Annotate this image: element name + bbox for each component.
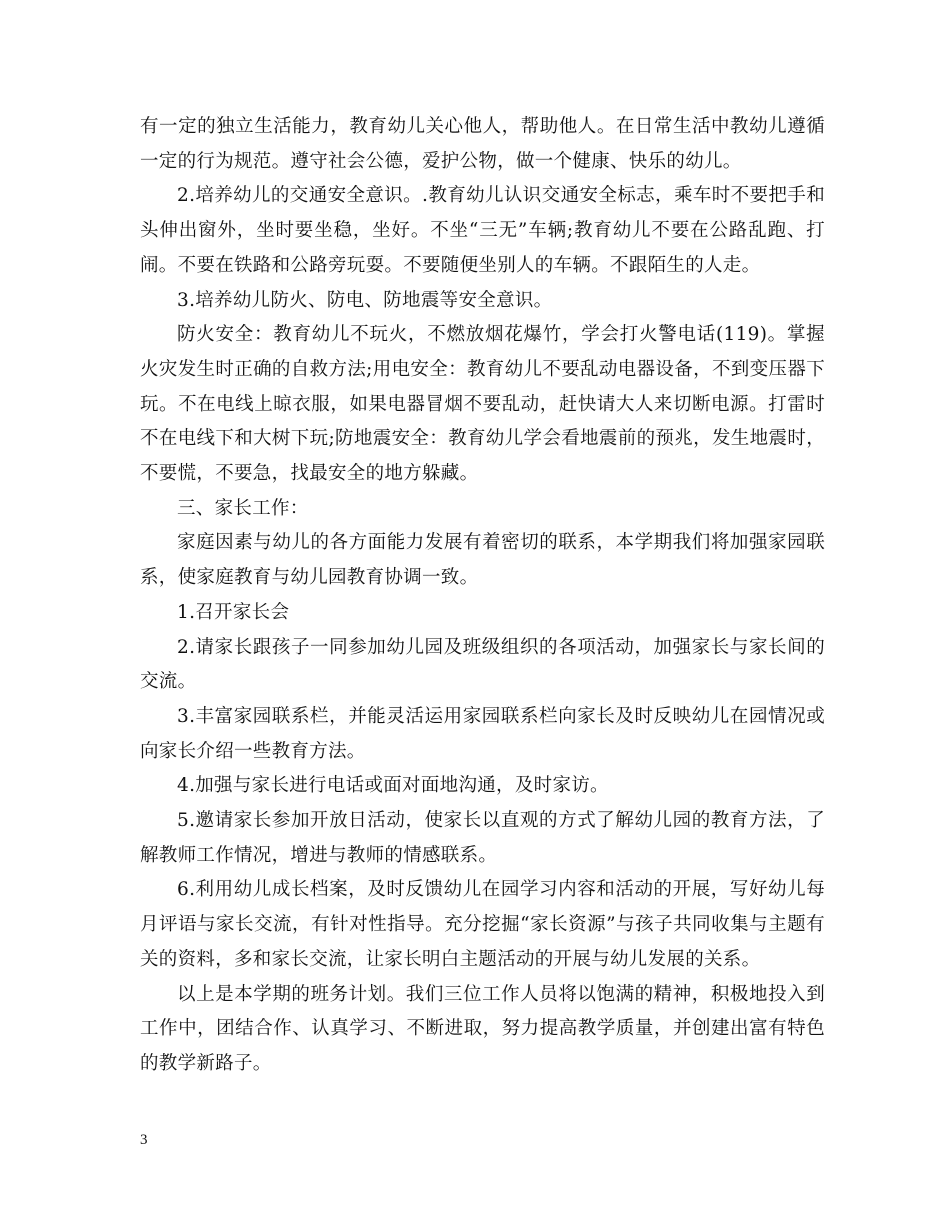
paragraph-continuation: 有一定的独立生活能力，教育幼儿关心他人，帮助他人。在日常生活中教幼儿遵循一定的行为规范。遵守社会公德，爱护公物，做一个健康、快乐的幼儿。 [140,116,825,172]
paragraph-conclusion: 以上是本学期的班务计划。我们三位工作人员将以饱满的精神，积极地投入到工作中，团结合作、认真学习、不断进取，努力提高教学质量，并创建出富有特色的教学新路子。 [140,983,825,1074]
paragraph-traffic-safety: 2.培养幼儿的交通安全意识。.教育幼儿认识交通安全标志，乘车时不要把手和头伸出窗外，坐时要坐稳，坐好。不坐“三无”车辆;教育幼儿不要在公路乱跑、打闹。不要在铁路和公路旁玩耍。不要随便坐别人的车辆。不跟陌生的人走。 [140,185,825,276]
list-item-open-day: 5.邀请家长参加开放日活动，使家长以直观的方式了解幼儿园的教育方法，了解教师工作情况，增进与教师的情感联系。 [140,810,825,866]
paragraph-family-intro: 家庭因素与幼儿的各方面能力发展有着密切的联系，本学期我们将加强家园联系，使家庭教育与幼儿园教育协调一致。 [140,532,825,589]
list-item-parent-meeting: 1.召开家长会 [177,601,290,623]
list-item-growth-file: 6.利用幼儿成长档案，及时反馈幼儿在园学习内容和活动的开展，写好幼儿每月评语与家长交流，有针对性指导。充分挖掘“家长资源”与孩子共同收集与主题有关的资料，多和家长交流，让家长明白主题活动的开展与幼儿发展的关系。 [140,879,825,970]
section-heading-parent-work: 三、家长工作： [177,497,309,519]
body-text [140,110,825,1082]
page-number: 3 [140,1132,148,1148]
list-item-contact-board: 3.丰富家园联系栏，并能灵活运用家园联系栏向家长及时反映幼儿在园情况或向家长介绍一些教育方法。 [140,705,825,762]
list-item-communication: 4.加强与家长进行电话或面对面地沟通，及时家访。 [177,775,609,797]
paragraph-safety-awareness: 3.培养幼儿防火、防电、防地震等安全意识。 [177,289,553,311]
list-item-activities: 2.请家长跟孩子一同参加幼儿园及班级组织的各项活动，加强家长与家长间的交流。 [140,636,825,693]
paragraph-fire-electric-earthquake: 防火安全：教育幼儿不玩火，不燃放烟花爆竹，学会打火警电话(119)。掌握火灾发生时正确的自救方法;用电安全：教育幼儿不要乱动电器设备，不到变压器下玩。不在电线上晾衣服，如果电器冒烟不要乱动，赶快请大人来切断电源。打雷时不在电线下和大树下玩;防地震安全：教育幼儿学会看地震前的预兆，发生地震时，不要慌，不要急，找最安全的地方躲藏。 [140,324,825,485]
